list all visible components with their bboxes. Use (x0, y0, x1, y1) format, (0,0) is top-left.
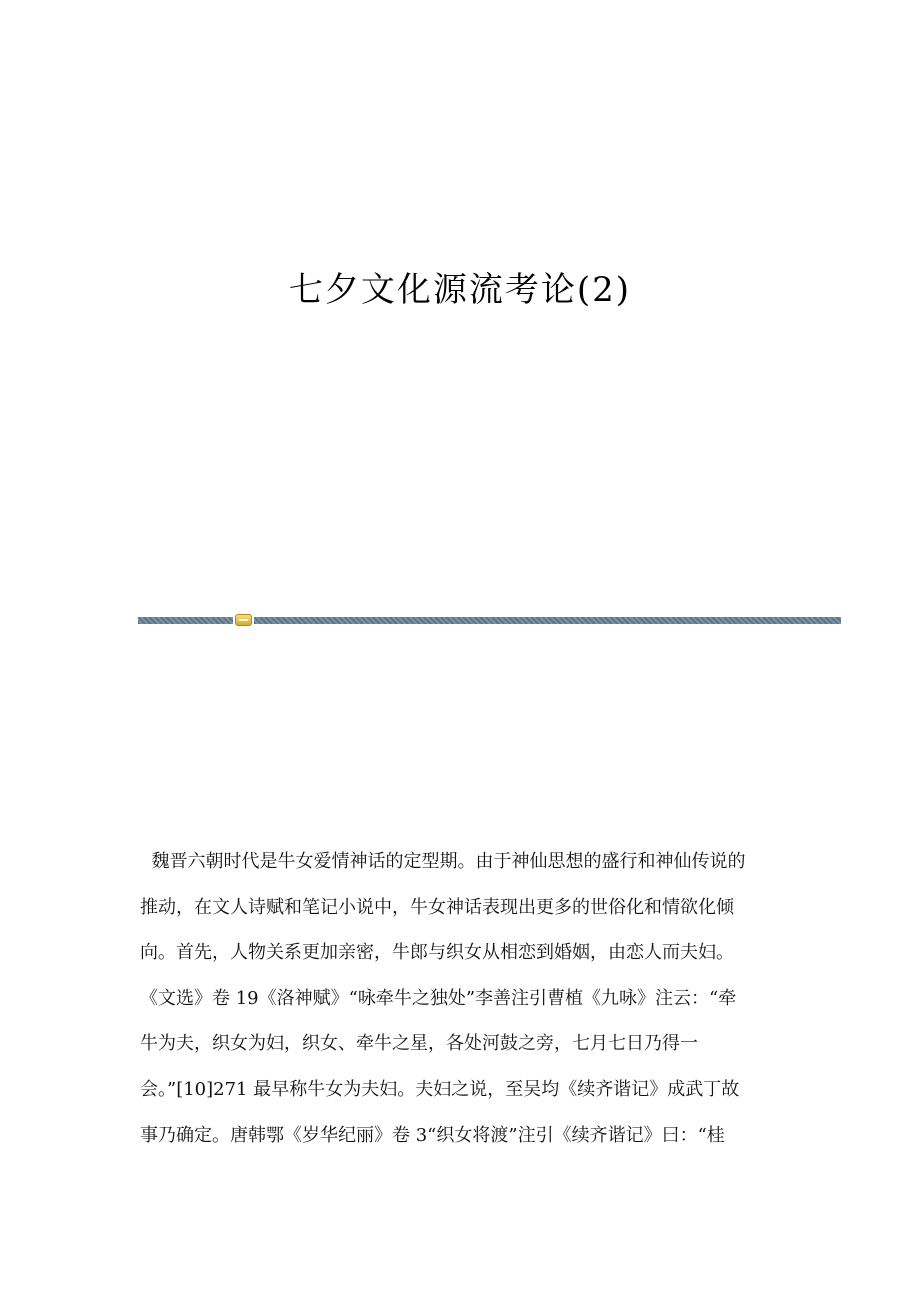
divider-ornament-icon (235, 614, 252, 626)
divider-bar-left (138, 617, 233, 624)
page-title: 七夕文化源流考论(2) (288, 270, 632, 310)
paragraph-line: 事乃确定。唐韩鄂《岁华纪丽》卷 3“织女将渡”注引《续齐谐记》曰：“桂 (140, 1124, 725, 1146)
paragraph-line: 魏晋六朝时代是牛女爱情神话的定型期。由于神仙思想的盛行和神仙传说的 (140, 851, 746, 872)
paragraph-line: 向。首先，人物关系更加亲密，牛郎与织女从相恋到婚姻，由恋人而夫妇。 (140, 942, 734, 964)
decorative-divider (138, 614, 841, 626)
paragraph-line: 推动，在文人诗赋和笔记小说中，牛女神话表现出更多的世俗化和情欲化倾 (140, 896, 734, 918)
paragraph-line: 牛为夫，织女为妇，织女、牵牛之星，各处河鼓之旁，七月七日乃得一 (140, 1033, 698, 1055)
body-paragraph (140, 842, 780, 1161)
paragraph-line: 《文选》卷 19《洛神赋》“咏牵牛之独处”李善注引曹植《九咏》注云：“牵 (140, 987, 737, 1009)
divider-bar-right (254, 617, 841, 624)
paragraph-line: 会。”[10]271 最早称牛女为夫妇。夫妇之说，至吴均《续齐谐记》成武丁故 (140, 1078, 740, 1100)
